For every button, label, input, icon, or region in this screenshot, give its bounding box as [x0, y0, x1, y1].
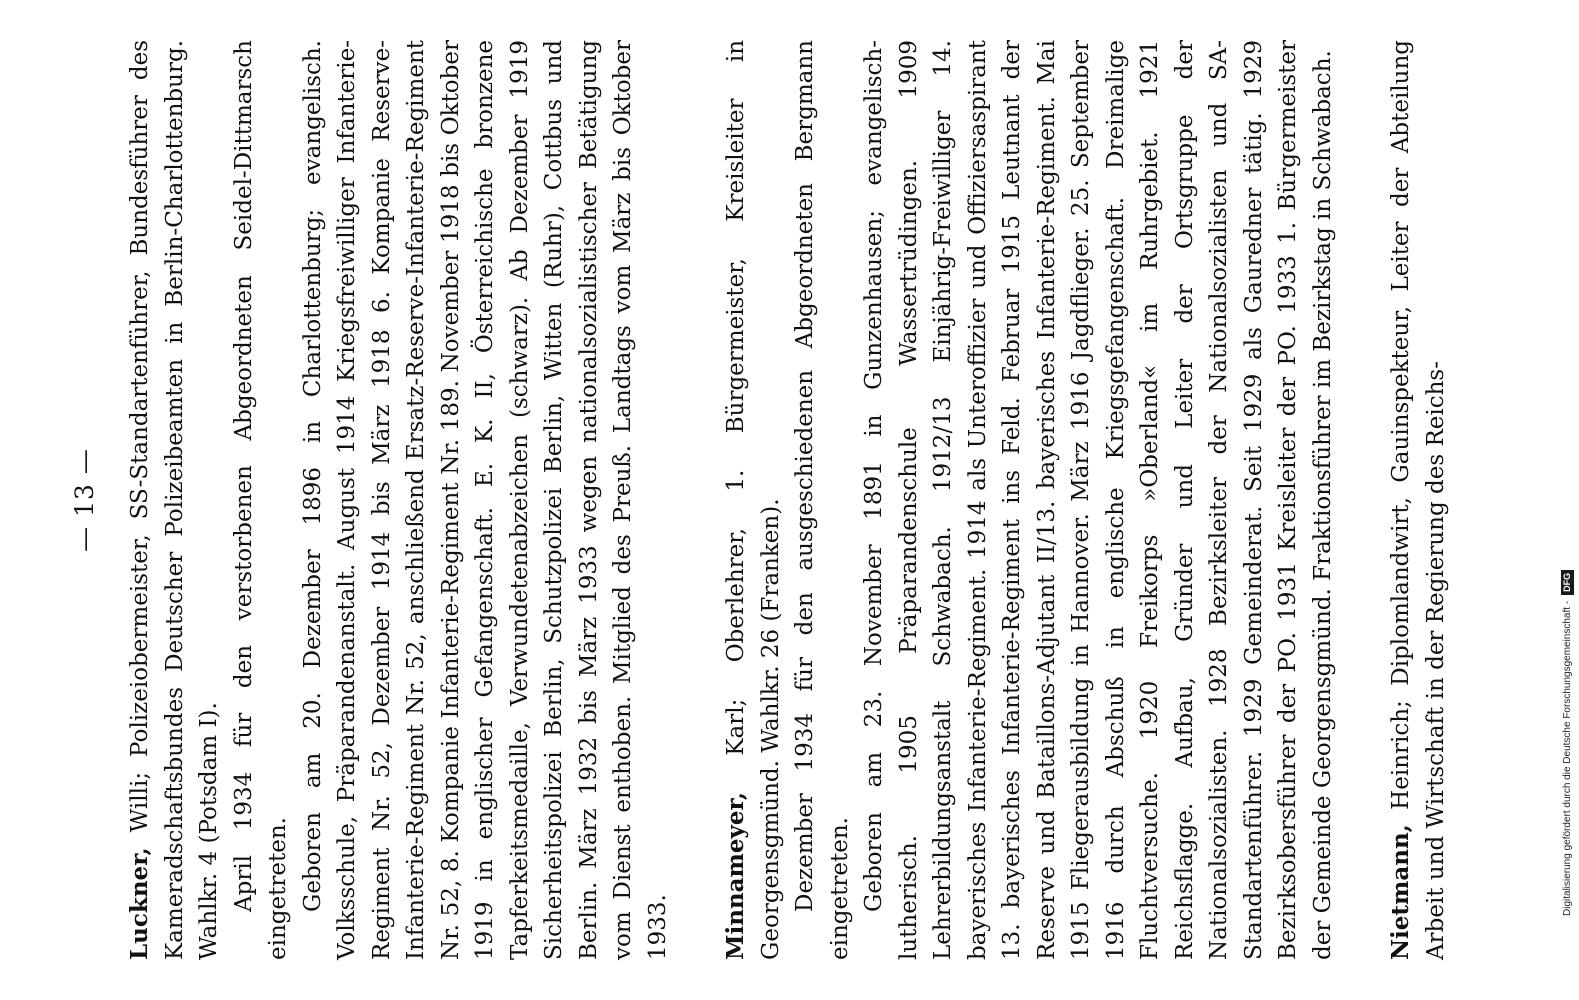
entry-succession: April 1934 für den verstorbenen Abgeordneten Seidel-Dittmarsch eingetreten. [230, 40, 291, 960]
entry-header [1384, 40, 1453, 960]
entry-header [123, 40, 227, 960]
entry-succession: Dezember 1934 für den ausgeschiedenen Abgeordneten Bergmann eingetreten. [792, 40, 853, 960]
rotated-page-content [50, 0, 1540, 1000]
biography-entry-minnameyer [719, 40, 1340, 960]
credit-line: Digitalisierung gefördert durch die Deutsche Forschungsgemeinschaft - [1562, 600, 1573, 916]
biography-entry-nietmann [1384, 40, 1453, 960]
entry-bio: Karl; Oberlehrer, 1. Bürgermeister, Kreisleiter in Georgensgmünd. Wahlkr. 26 (Franken). [723, 39, 784, 960]
entry-bio: Heinrich; Diplomlandwirt, Gauinspekteur, Leiter der Abteilung Arbeit und Wirtschaft in der Regierung des Reichs- [1388, 39, 1449, 960]
entry-bio: Willi; Polizeiobermeister, SS-Standartenführer, Bundesführer des Kameradschaftsbundes Deutscher Polizeibeamten in Berlin-Charlottenburg. Wahlkr. 4 (Potsdam I). [127, 39, 222, 960]
biography-entry-luckner [123, 40, 675, 960]
entry-life: Geboren am 20. Dezember 1896 in Charlottenburg; evangelisch. Volksschule, Präparandenanstalt. August 1914 Kriegsfreiwilliger Infanterie-Regiment Nr. 52, Dezember 1914 bis März 1918 6. Kompanie Reserve-Infanterie-Regiment Nr. 52, anschließend Ersatz-Reserve-Infanterie-Regiment Nr. 52, 8. Kompanie Infanterie-Regiment Nr. 189. November 1918 bis Oktober 1919 in englischer Gefangenschaft. E. K. II, Österreichische bronzene Tapferkeitsmedaille, Verwundetenabzeichen (schwarz). Ab Dezember 1919 Sicherheitspolizei Berlin, Schutzpolizei Berlin, Witten (Ruhr), Cottbus und Berlin. März 1932 bis März 1933 wegen nationalsozialistischer Betätigung vom Dienst enthoben. Mitglied des Preuß. Landtags vom März bis Oktober 1933. [299, 40, 671, 960]
dfg-logo: DFG [1561, 570, 1574, 595]
entry-name: Nietmann, [1387, 824, 1414, 960]
entry-name: Minnameyer, [722, 792, 749, 960]
entry-name: Luckner, [126, 847, 153, 960]
entry-header [719, 40, 788, 960]
entry-life: Geboren am 23. November 1891 in Gunzenhausen; evangelisch-lutherisch. 1905 Präparandenschule Wassertrüdingen. 1909 Lehrerbildungsanstalt Schwabach. 1912/13 Einjährig-Freiwilliger 14. bayerisches Infanterie-Regiment. 1914 als Unteroffizier und Offiziersaspirant 13. bayerisches Infanterie-Regiment ins Feld. Februar 1915 Leutnant der Reserve und Bataillons-Adjutant II/13. bayerisches Infanterie-Regiment. Mai 1915 Fliegerausbildung in Hannover. März 1916 Jagdflieger. 25. September 1916 durch Abschuß in englische Kriegsgefangenschaft. Dreimalige Fluchtversuche. 1920 Freikorps »Oberland« im Ruhrgebiet. 1921 Reichsflagge. Aufbau, Gründer und Leiter der Ortsgruppe der Nationalsozialisten. 1928 Bezirksleiter der Nationalsozialisten und SA-Standartenführer. 1929 Gemeinderat. Seit 1929 als Gauredner tätig. 1929 Bezirksobersführer der PO. 1931 Kreisleiter der PO. 1933 1. Bürgermeister der Gemeinde Georgensgmünd. Fraktionsführer im Bezirkstag in Schwabach. [861, 40, 1336, 960]
page-number: — 13 — [70, 448, 99, 552]
digitization-credit [1540, 6, 1573, 996]
